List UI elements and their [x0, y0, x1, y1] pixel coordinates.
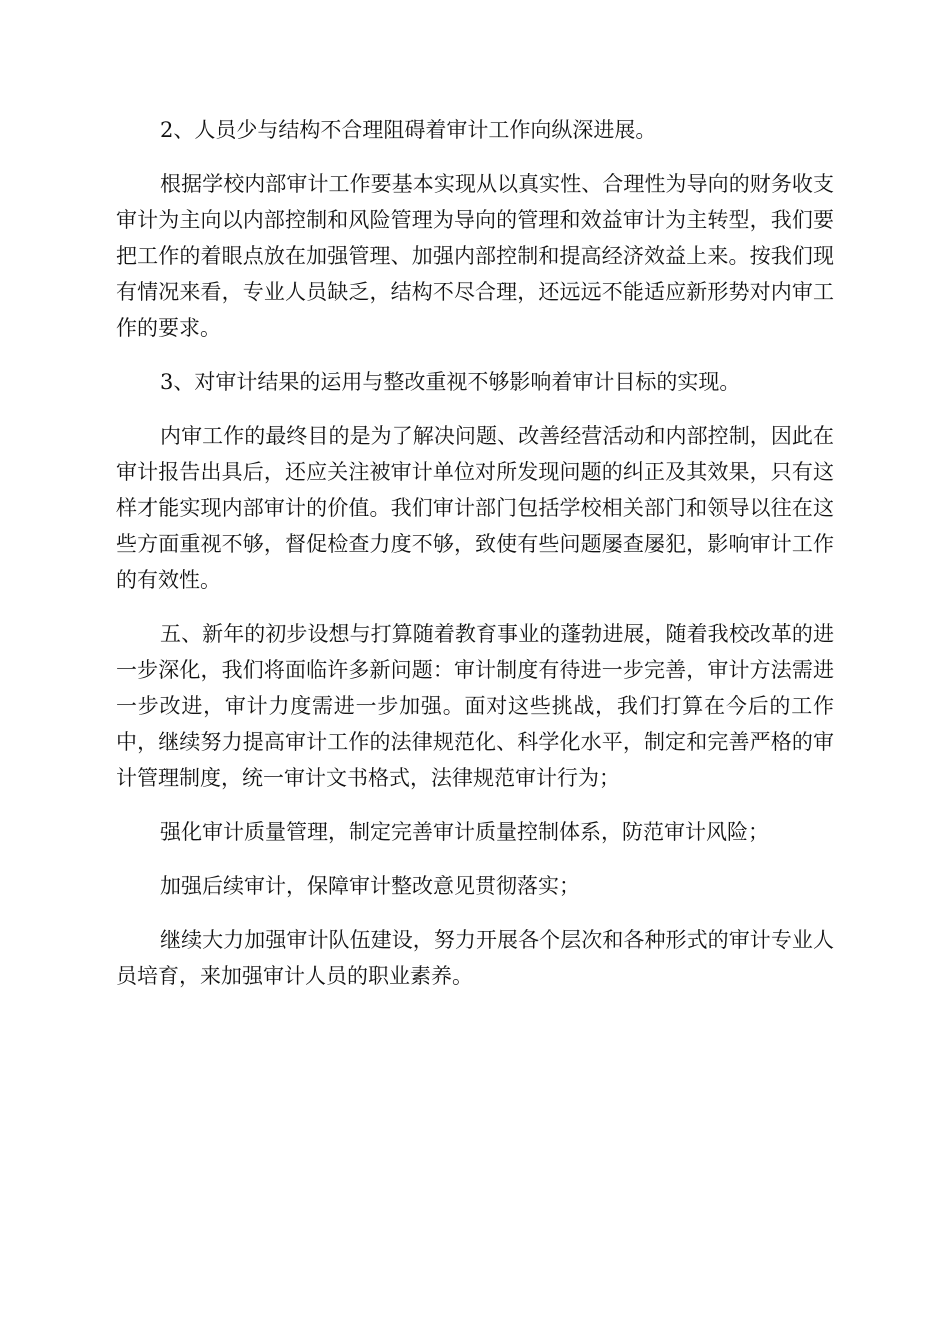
paragraph-rectification-detail: 内审工作的最终目的是为了解决问题、改善经营活动和内部控制，因此在审计报告出具后，还应关注被审计单位对所发现问题的纠正及其效果，只有这样才能实现内部审计的价值。我们审计部门包括学校相关部门和领导以往在这些方面重视不够，督促检查力度不够，致使有些问题屡查屡犯，影响审计工作的有效性。 [116, 424, 834, 592]
paragraph-new-year-plan: 五、新年的初步设想与打算随着教育事业的蓬勃进展，随着我校改革的进一步深化，我们将面临许多新问题：审计制度有待进一步完善，审计方法需进一步改进，审计力度需进一步加强。面对这些挑战，我们打算在今后的工作中，继续努力提高审计工作的法律规范化、科学化水平，制定和完善严格的审计管理制度，统一审计文书格式，法律规范审计行为； [116, 622, 834, 790]
paragraph-quality-management: 强化审计质量管理，制定完善审计质量控制体系，防范审计风险； [160, 820, 769, 844]
section-heading-staffing: 2、人员少与结构不合理阻碍着审计工作向纵深进展。 [160, 118, 657, 142]
section-heading-rectification: 3、对审计结果的运用与整改重视不够影响着审计目标的实现。 [160, 370, 741, 394]
paragraph-staffing-detail: 根据学校内部审计工作要基本实现从以真实性、合理性为导向的财务收支审计为主向以内部控制和风险管理为导向的管理和效益审计为主转型，我们要把工作的着眼点放在加强管理、加强内部控制和提高经济效益上来。按我们现有情况来看，专业人员缺乏，结构不尽合理，还远远不能适应新形势对内审工作的要求。 [116, 172, 834, 340]
paragraph-follow-up-audit: 加强后续审计，保障审计整改意见贯彻落实； [160, 874, 580, 898]
paragraph-team-building: 继续大力加强审计队伍建设，努力开展各个层次和各种形式的审计专业人员培育，来加强审计人员的职业素养。 [116, 928, 834, 988]
document-body [116, 112, 834, 1012]
